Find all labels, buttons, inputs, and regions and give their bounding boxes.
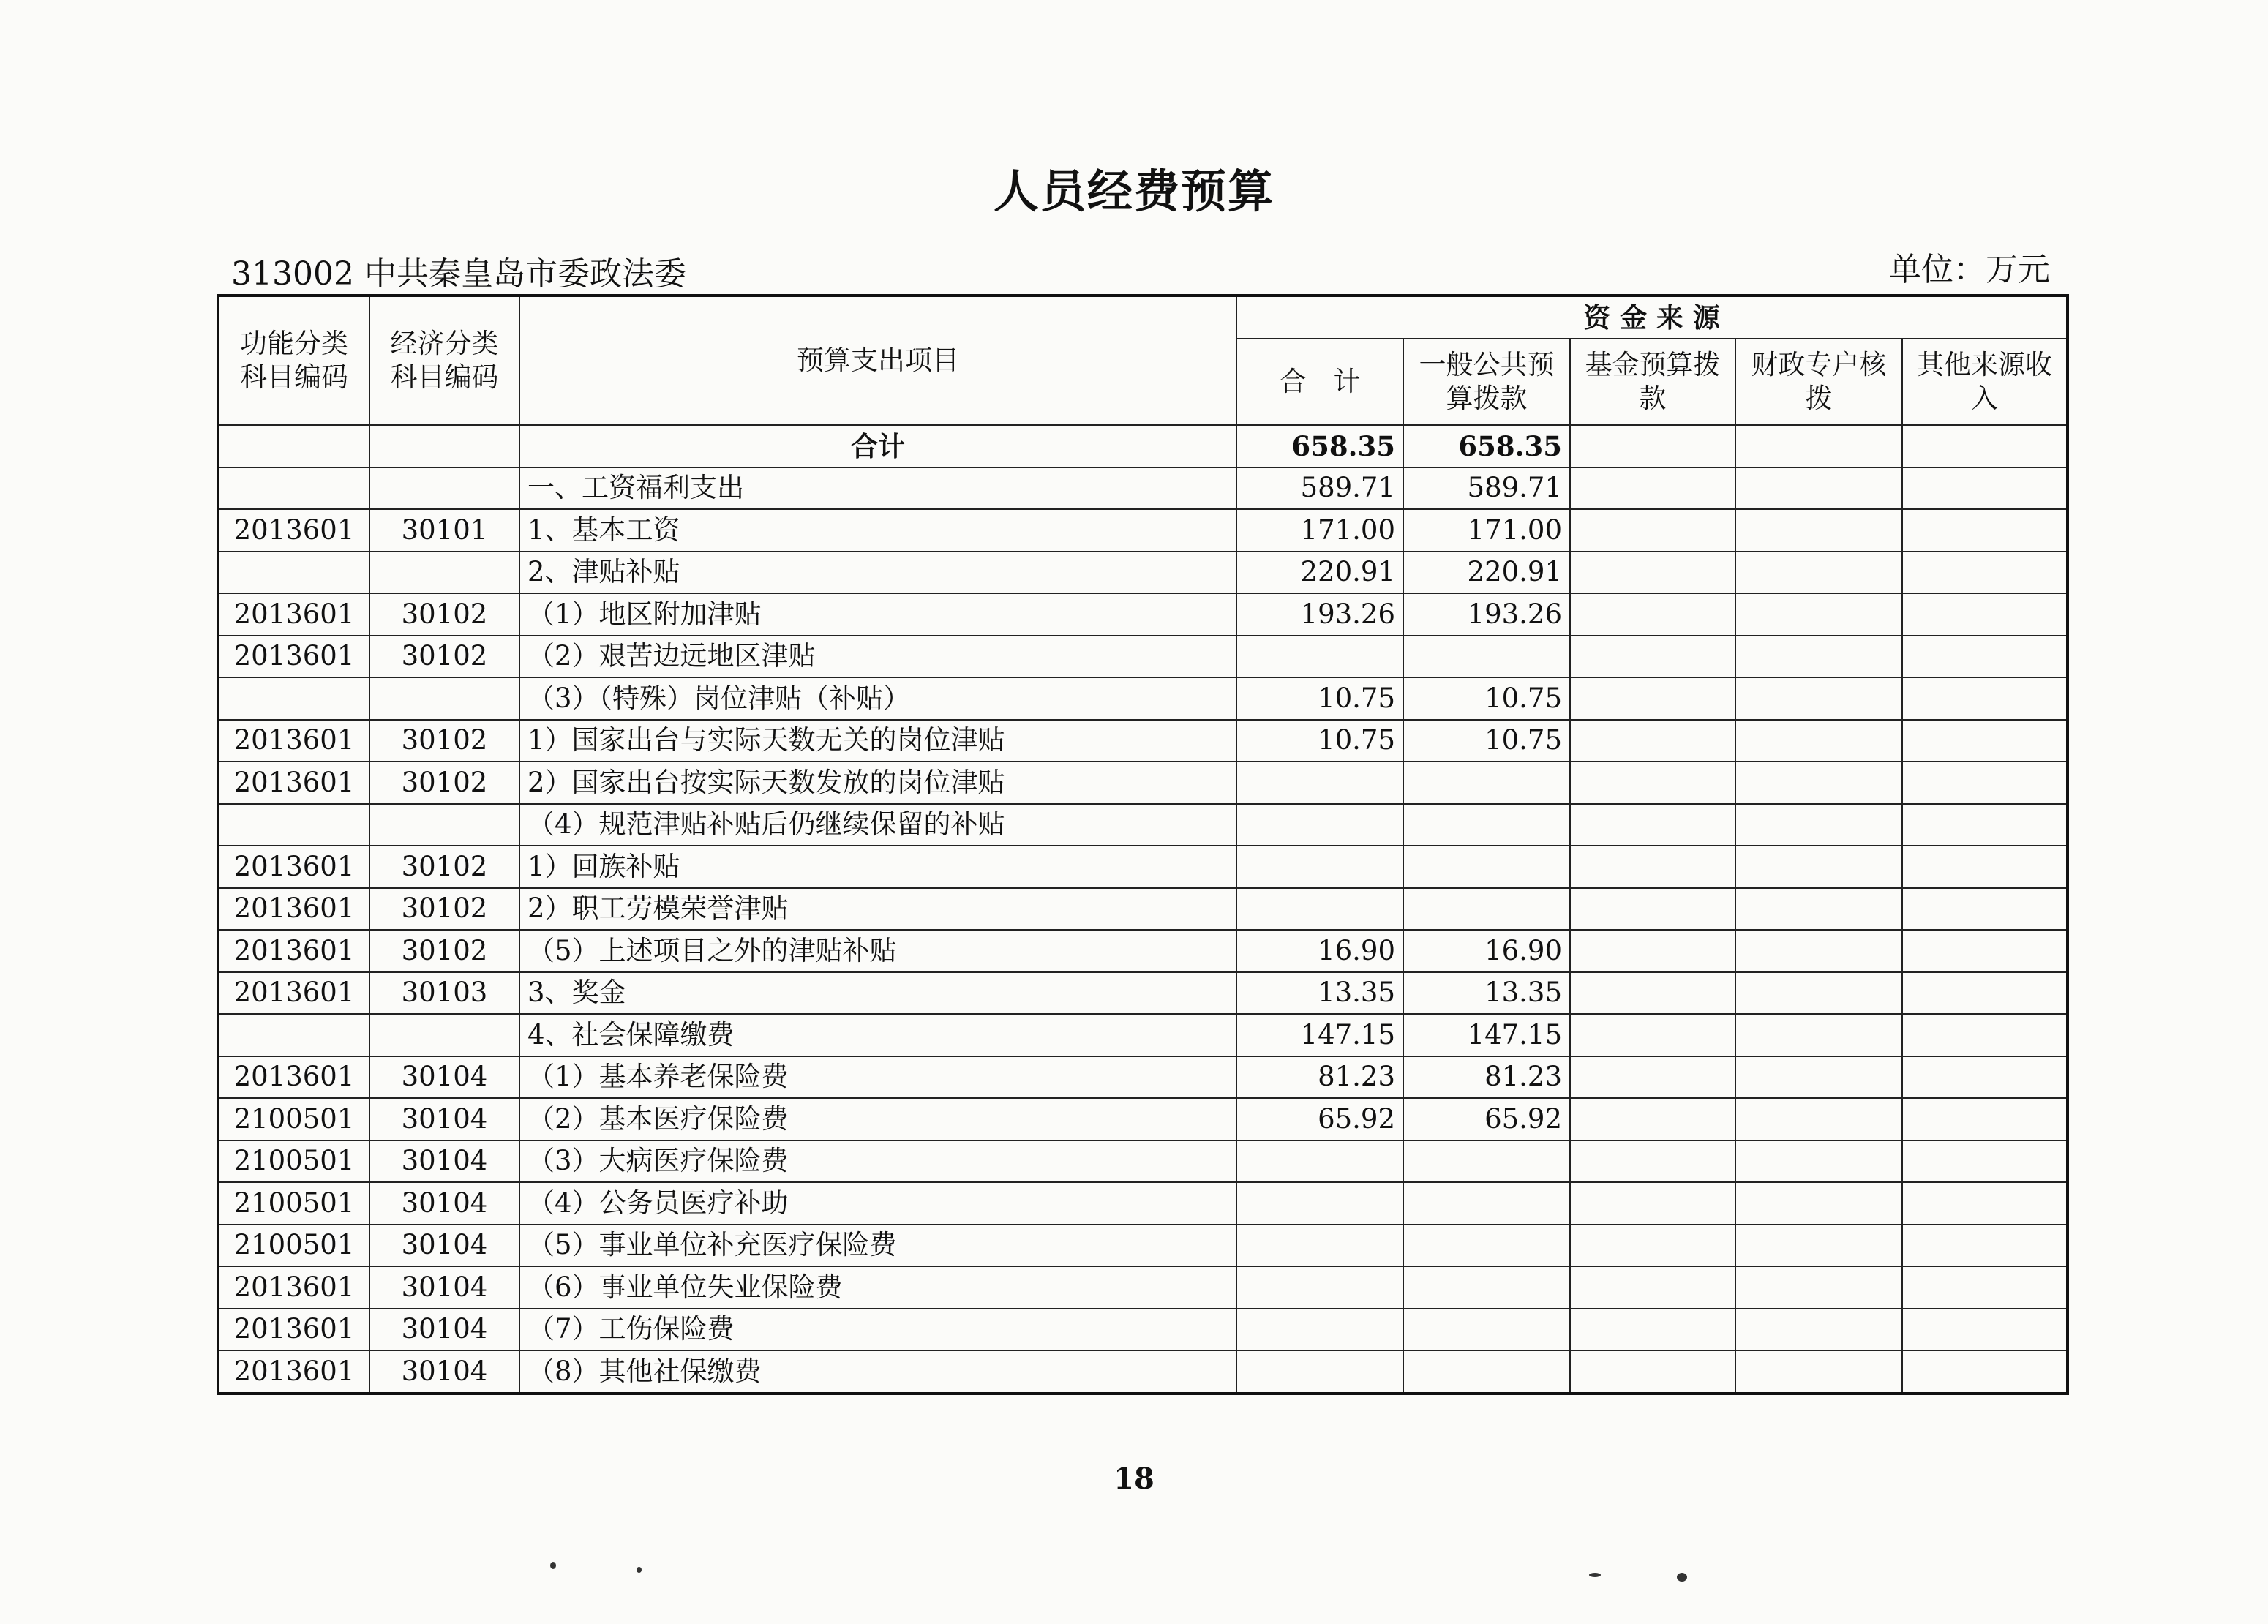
table-row — [218, 1014, 2068, 1056]
econ-code-cell — [369, 677, 519, 720]
fiscal-special-cell — [1735, 509, 1902, 552]
func-code-cell: 2013601 — [218, 509, 369, 552]
econ-code-cell: 30102 — [369, 593, 519, 636]
total-cell — [1236, 1225, 1403, 1267]
fund-budget-cell — [1570, 677, 1735, 720]
func-code-cell: 2013601 — [218, 1309, 369, 1351]
econ-code-cell: 30102 — [369, 846, 519, 888]
page-title: 人员经费预算 — [993, 165, 1274, 218]
func-code-cell: 2013601 — [218, 846, 369, 888]
general-budget-cell — [1403, 1309, 1570, 1351]
total-cell — [1236, 846, 1403, 888]
table-row — [218, 1140, 2068, 1183]
other-income-cell — [1902, 425, 2068, 467]
general-budget-cell: 589.71 — [1403, 467, 1570, 510]
total-cell — [1236, 888, 1403, 931]
fiscal-special-cell — [1735, 1309, 1902, 1351]
unit-code-name: 313002 中共秦皇岛市委政法委 — [231, 255, 686, 293]
table-row — [218, 1098, 2068, 1140]
total-cell: 658.35 — [1236, 425, 1403, 467]
header-fund-budget: 基金预算拨款 — [1570, 339, 1735, 425]
func-code-cell: 2013601 — [218, 720, 369, 762]
general-budget-cell — [1403, 804, 1570, 846]
item-cell: 合计 — [519, 425, 1236, 467]
func-code-cell: 2013601 — [218, 1056, 369, 1099]
budget-table — [217, 294, 2069, 1395]
fiscal-special-cell — [1735, 972, 1902, 1015]
func-code-cell: 2013601 — [218, 888, 369, 931]
econ-code-cell — [369, 1014, 519, 1056]
total-cell: 10.75 — [1236, 720, 1403, 762]
table-row — [218, 762, 2068, 804]
general-budget-cell: 10.75 — [1403, 677, 1570, 720]
header-item: 预算支出项目 — [519, 296, 1236, 425]
total-cell — [1236, 1140, 1403, 1183]
econ-code-cell: 30102 — [369, 762, 519, 804]
fund-budget-cell — [1570, 509, 1735, 552]
fund-budget-cell — [1570, 1098, 1735, 1140]
fiscal-special-cell — [1735, 1056, 1902, 1099]
total-cell — [1236, 1350, 1403, 1394]
general-budget-cell — [1403, 1140, 1570, 1183]
table-row — [218, 1309, 2068, 1351]
fund-budget-cell — [1570, 1182, 1735, 1225]
general-budget-cell: 171.00 — [1403, 509, 1570, 552]
scan-speck — [550, 1562, 556, 1569]
fiscal-special-cell — [1735, 467, 1902, 510]
item-cell: 2、津贴补贴 — [519, 552, 1236, 594]
econ-code-cell: 30104 — [369, 1350, 519, 1394]
econ-code-cell: 30104 — [369, 1309, 519, 1351]
econ-code-cell — [369, 804, 519, 846]
fund-budget-cell — [1570, 720, 1735, 762]
other-income-cell — [1902, 509, 2068, 552]
total-cell: 81.23 — [1236, 1056, 1403, 1099]
item-cell: （5）事业单位补充医疗保险费 — [519, 1225, 1236, 1267]
total-cell — [1236, 1309, 1403, 1351]
econ-code-cell: 30104 — [369, 1266, 519, 1309]
item-cell: 1）回族补贴 — [519, 846, 1236, 888]
fiscal-special-cell — [1735, 888, 1902, 931]
func-code-cell — [218, 1014, 369, 1056]
fiscal-special-cell — [1735, 1266, 1902, 1309]
item-cell: （5）上述项目之外的津贴补贴 — [519, 930, 1236, 972]
item-cell: 1）国家出台与实际天数无关的岗位津贴 — [519, 720, 1236, 762]
general-budget-cell: 10.75 — [1403, 720, 1570, 762]
item-cell: （2）基本医疗保险费 — [519, 1098, 1236, 1140]
item-cell: （8）其他社保缴费 — [519, 1350, 1236, 1394]
other-income-cell — [1902, 1098, 2068, 1140]
econ-code-cell: 30104 — [369, 1056, 519, 1099]
other-income-cell — [1902, 1056, 2068, 1099]
item-cell: （1）基本养老保险费 — [519, 1056, 1236, 1099]
scan-speck — [637, 1567, 642, 1573]
item-cell: （1）地区附加津贴 — [519, 593, 1236, 636]
econ-code-cell: 30101 — [369, 509, 519, 552]
table-body — [218, 425, 2068, 1394]
fund-budget-cell — [1570, 467, 1735, 510]
fund-budget-cell — [1570, 888, 1735, 931]
table-row — [218, 636, 2068, 678]
table-row — [218, 467, 2068, 510]
fund-budget-cell — [1570, 972, 1735, 1015]
header-total: 合 计 — [1236, 339, 1403, 425]
fund-budget-cell — [1570, 593, 1735, 636]
other-income-cell — [1902, 593, 2068, 636]
econ-code-cell: 30104 — [369, 1225, 519, 1267]
other-income-cell — [1902, 1140, 2068, 1183]
fund-budget-cell — [1570, 762, 1735, 804]
total-cell: 193.26 — [1236, 593, 1403, 636]
table-row — [218, 593, 2068, 636]
table-row — [218, 972, 2068, 1015]
general-budget-cell — [1403, 1350, 1570, 1394]
total-cell — [1236, 636, 1403, 678]
scan-speck — [1589, 1573, 1601, 1577]
fiscal-special-cell — [1735, 1225, 1902, 1267]
item-cell: （7）工伤保险费 — [519, 1309, 1236, 1351]
other-income-cell — [1902, 677, 2068, 720]
general-budget-cell: 220.91 — [1403, 552, 1570, 594]
fiscal-special-cell — [1735, 1140, 1902, 1183]
item-cell: 1、基本工资 — [519, 509, 1236, 552]
econ-code-cell: 30102 — [369, 636, 519, 678]
general-budget-cell — [1403, 1182, 1570, 1225]
item-cell: （3）（特殊）岗位津贴（补贴） — [519, 677, 1236, 720]
func-code-cell: 2013601 — [218, 762, 369, 804]
total-cell — [1236, 804, 1403, 846]
econ-code-cell — [369, 425, 519, 467]
general-budget-cell: 147.15 — [1403, 1014, 1570, 1056]
item-cell: （6）事业单位失业保险费 — [519, 1266, 1236, 1309]
func-code-cell: 2013601 — [218, 930, 369, 972]
econ-code-cell: 30104 — [369, 1182, 519, 1225]
econ-code-cell: 30104 — [369, 1098, 519, 1140]
fiscal-special-cell — [1735, 846, 1902, 888]
header-func-code: 功能分类科目编码 — [218, 296, 369, 425]
func-code-cell: 2013601 — [218, 1350, 369, 1394]
general-budget-cell: 65.92 — [1403, 1098, 1570, 1140]
other-income-cell — [1902, 804, 2068, 846]
fiscal-special-cell — [1735, 1350, 1902, 1394]
table-row — [218, 888, 2068, 931]
fund-budget-cell — [1570, 1056, 1735, 1099]
other-income-cell — [1902, 1225, 2068, 1267]
func-code-cell — [218, 677, 369, 720]
other-income-cell — [1902, 972, 2068, 1015]
general-budget-cell — [1403, 636, 1570, 678]
other-income-cell — [1902, 720, 2068, 762]
total-cell — [1236, 1266, 1403, 1309]
general-budget-cell: 13.35 — [1403, 972, 1570, 1015]
fiscal-special-cell — [1735, 720, 1902, 762]
general-budget-cell: 658.35 — [1403, 425, 1570, 467]
fund-budget-cell — [1570, 1225, 1735, 1267]
fund-budget-cell — [1570, 1309, 1735, 1351]
func-code-cell: 2100501 — [218, 1098, 369, 1140]
item-cell: （2）艰苦边远地区津贴 — [519, 636, 1236, 678]
general-budget-cell — [1403, 762, 1570, 804]
table-row — [218, 1182, 2068, 1225]
fund-budget-cell — [1570, 552, 1735, 594]
econ-code-cell: 30104 — [369, 1140, 519, 1183]
header-funding-source: 资 金 来 源 — [1236, 296, 2068, 339]
item-cell: 3、奖金 — [519, 972, 1236, 1015]
fiscal-special-cell — [1735, 636, 1902, 678]
total-cell: 13.35 — [1236, 972, 1403, 1015]
other-income-cell — [1902, 762, 2068, 804]
fiscal-special-cell — [1735, 1014, 1902, 1056]
other-income-cell — [1902, 888, 2068, 931]
fiscal-special-cell — [1735, 552, 1902, 594]
table-row — [218, 804, 2068, 846]
fund-budget-cell — [1570, 804, 1735, 846]
scan-speck — [1677, 1573, 1687, 1582]
econ-code-cell: 30102 — [369, 888, 519, 931]
total-cell: 65.92 — [1236, 1098, 1403, 1140]
func-code-cell — [218, 467, 369, 510]
fiscal-special-cell — [1735, 804, 1902, 846]
header-econ-code: 经济分类科目编码 — [369, 296, 519, 425]
total-cell: 10.75 — [1236, 677, 1403, 720]
econ-code-cell: 30102 — [369, 930, 519, 972]
header-general-budget: 一般公共预算拨款 — [1403, 339, 1570, 425]
item-cell: 一、工资福利支出 — [519, 467, 1236, 510]
func-code-cell: 2013601 — [218, 1266, 369, 1309]
fiscal-special-cell — [1735, 1182, 1902, 1225]
econ-code-cell — [369, 467, 519, 510]
general-budget-cell — [1403, 888, 1570, 931]
other-income-cell — [1902, 1182, 2068, 1225]
general-budget-cell: 81.23 — [1403, 1056, 1570, 1099]
total-cell — [1236, 762, 1403, 804]
table-row — [218, 720, 2068, 762]
item-cell: （4）公务员医疗补助 — [519, 1182, 1236, 1225]
other-income-cell — [1902, 1309, 2068, 1351]
general-budget-cell: 16.90 — [1403, 930, 1570, 972]
page-number: 18 — [1114, 1462, 1154, 1496]
other-income-cell — [1902, 467, 2068, 510]
fund-budget-cell — [1570, 930, 1735, 972]
other-income-cell — [1902, 552, 2068, 594]
fund-budget-cell — [1570, 636, 1735, 678]
total-cell: 589.71 — [1236, 467, 1403, 510]
fiscal-special-cell — [1735, 762, 1902, 804]
fiscal-special-cell — [1735, 930, 1902, 972]
fund-budget-cell — [1570, 1140, 1735, 1183]
general-budget-cell — [1403, 1266, 1570, 1309]
item-cell: 4、社会保障缴费 — [519, 1014, 1236, 1056]
item-cell: 2）职工劳模荣誉津贴 — [519, 888, 1236, 931]
general-budget-cell — [1403, 846, 1570, 888]
header-other-income: 其他来源收入 — [1902, 339, 2068, 425]
total-cell — [1236, 1182, 1403, 1225]
other-income-cell — [1902, 1266, 2068, 1309]
econ-code-cell: 30102 — [369, 720, 519, 762]
total-cell: 220.91 — [1236, 552, 1403, 594]
econ-code-cell — [369, 552, 519, 594]
table-row — [218, 1225, 2068, 1267]
func-code-cell — [218, 804, 369, 846]
fund-budget-cell — [1570, 1350, 1735, 1394]
func-code-cell: 2013601 — [218, 593, 369, 636]
item-cell: （4）规范津贴补贴后仍继续保留的补贴 — [519, 804, 1236, 846]
total-cell: 147.15 — [1236, 1014, 1403, 1056]
func-code-cell: 2100501 — [218, 1225, 369, 1267]
fund-budget-cell — [1570, 1014, 1735, 1056]
header-fiscal-special: 财政专户核拨 — [1735, 339, 1902, 425]
fund-budget-cell — [1570, 846, 1735, 888]
table-row — [218, 1056, 2068, 1099]
table-row-total — [218, 425, 2068, 467]
func-code-cell: 2013601 — [218, 972, 369, 1015]
other-income-cell — [1902, 930, 2068, 972]
item-cell: 2）国家出台按实际天数发放的岗位津贴 — [519, 762, 1236, 804]
table-row — [218, 677, 2068, 720]
item-cell: （3）大病医疗保险费 — [519, 1140, 1236, 1183]
fiscal-special-cell — [1735, 677, 1902, 720]
other-income-cell — [1902, 846, 2068, 888]
func-code-cell — [218, 425, 369, 467]
fund-budget-cell — [1570, 1266, 1735, 1309]
table-row — [218, 552, 2068, 594]
fund-budget-cell — [1570, 425, 1735, 467]
econ-code-cell: 30103 — [369, 972, 519, 1015]
func-code-cell: 2100501 — [218, 1182, 369, 1225]
func-code-cell: 2013601 — [218, 636, 369, 678]
other-income-cell — [1902, 1014, 2068, 1056]
table-row — [218, 1266, 2068, 1309]
table-row — [218, 930, 2068, 972]
total-cell: 16.90 — [1236, 930, 1403, 972]
fiscal-special-cell — [1735, 593, 1902, 636]
other-income-cell — [1902, 636, 2068, 678]
unit-label: 单位：万元 — [1889, 251, 2050, 288]
fiscal-special-cell — [1735, 425, 1902, 467]
other-income-cell — [1902, 1350, 2068, 1394]
table-row — [218, 1350, 2068, 1394]
func-code-cell: 2100501 — [218, 1140, 369, 1183]
general-budget-cell: 193.26 — [1403, 593, 1570, 636]
table-row — [218, 509, 2068, 552]
total-cell: 171.00 — [1236, 509, 1403, 552]
general-budget-cell — [1403, 1225, 1570, 1267]
fiscal-special-cell — [1735, 1098, 1902, 1140]
func-code-cell — [218, 552, 369, 594]
table-row — [218, 846, 2068, 888]
